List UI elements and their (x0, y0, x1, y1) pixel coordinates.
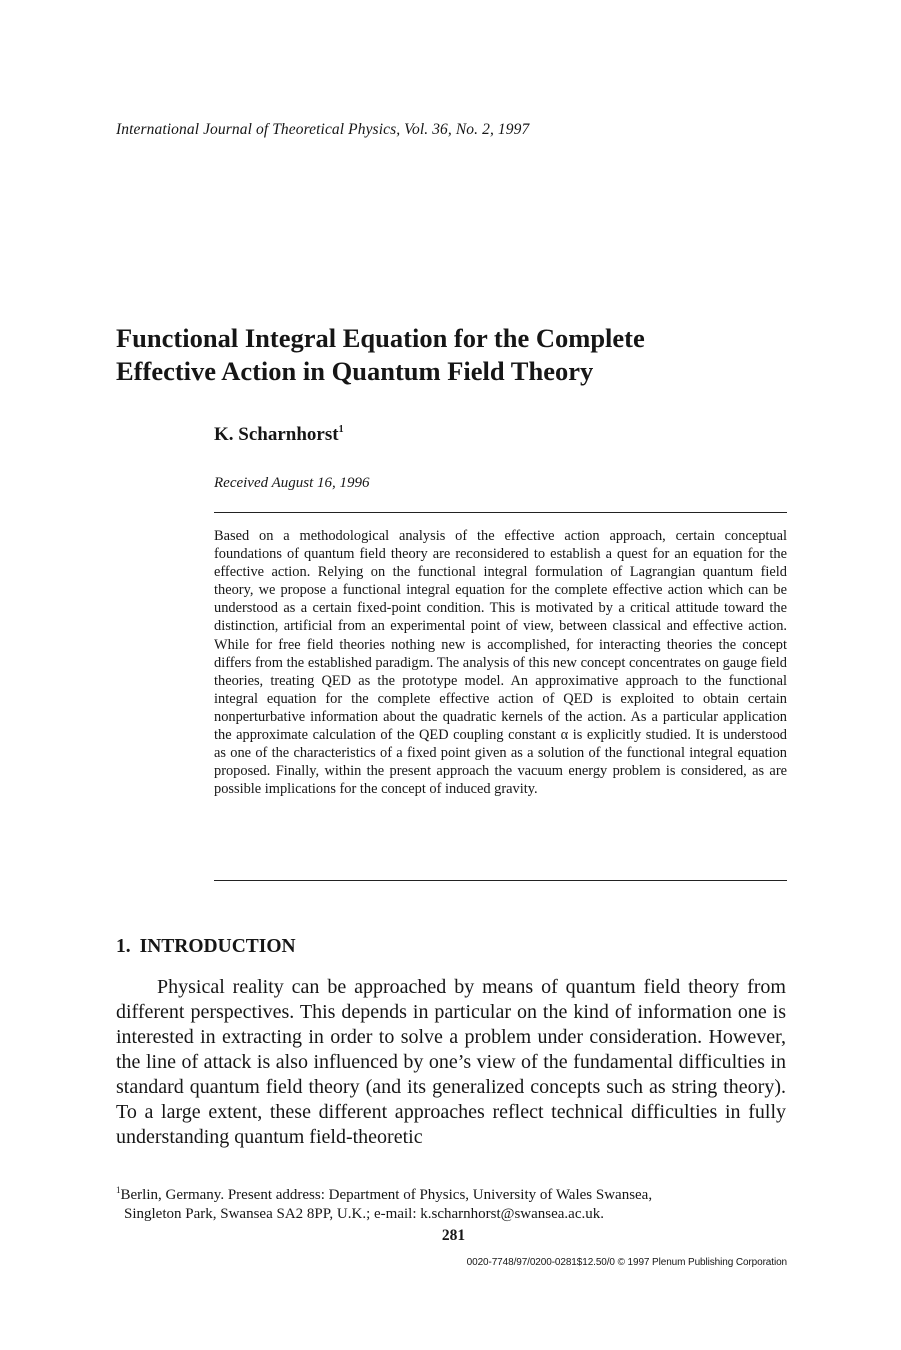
received-date: Received August 16, 1996 (214, 475, 370, 491)
paper-title (116, 322, 816, 388)
footnote-text-1: Berlin, Germany. Present address: Department of Physics, University of Wales Swansea, (120, 1187, 653, 1203)
footnote-line-1 (116, 1181, 790, 1205)
abstract-bottom-rule (214, 880, 787, 881)
introduction-paragraph: Physical reality can be approached by means of quantum field theory from different perspectives. This depends in particular on the kind of information one is interested in extracting in order to solve a problem under consideration. However, the line of attack is also influenced by one’s view of the fundamental difficulties in standard quantum field theory (and its generalized concepts such as string theory). To a large extent, these different approaches reflect technical difficulties in fully understanding quantum field-theoretic (116, 976, 786, 1148)
author-footnote (116, 1181, 790, 1224)
footnote-line-2: Singleton Park, Swansea SA2 8PP, U.K.; e-mail: k.scharnhorst@swansea.ac.uk. (124, 1206, 604, 1222)
copyright-notice: 0020-7748/97/0200-0281$12.50/0 © 1997 Plenum Publishing Corporation (466, 1257, 787, 1268)
journal-citation: International Journal of Theoretical Physics, Vol. 36, No. 2, 1997 (116, 121, 530, 138)
page-number: 281 (441, 1227, 466, 1244)
section-heading-introduction (116, 936, 296, 958)
author-footnote-mark: 1 (338, 424, 344, 435)
footnote-mark: 1 (116, 1185, 121, 1195)
author (214, 424, 344, 446)
title-line-1: Functional Integral Equation for the Complete (116, 323, 645, 353)
author-name: K. Scharnhorst (214, 424, 339, 445)
abstract: Based on a methodological analysis of the effective action approach, certain conceptual foundations of quantum field theory are reconsidered to establish a quest for an equation for the effective action. Relying on the functional integral formulation of Lagrangian quantum field theory, we propose a functional integral equation for the complete effective action which can be understood as a certain fixed-point condition. This is motivated by a critical attitude toward the distinction, artificial from an experimental point of view, between classical and effective action. While for free field theories nothing new is accomplished, for interacting theories the concept differs from the established paradigm. The analysis of this new concept concentrates on gauge field theories, treating QED as the prototype model. An approximative approach to the functional integral equation for the complete effective action of QED is exploited to obtain certain nonperturbative information about the quadratic kernels of the action. As a particular application the approximate calculation of the QED coupling constant α is explicitly studied. It is understood as one of the characteristics of a fixed point given as a solution of the functional integral equation proposed. Finally, within the present approach the vacuum energy problem is considered, as are possible implications for the concept of induced gravity. (214, 528, 787, 798)
title-line-2: Effective Action in Quantum Field Theory (116, 356, 594, 386)
abstract-top-rule (214, 512, 787, 513)
section-number: 1. (116, 936, 131, 957)
section-title: INTRODUCTION (139, 936, 296, 957)
